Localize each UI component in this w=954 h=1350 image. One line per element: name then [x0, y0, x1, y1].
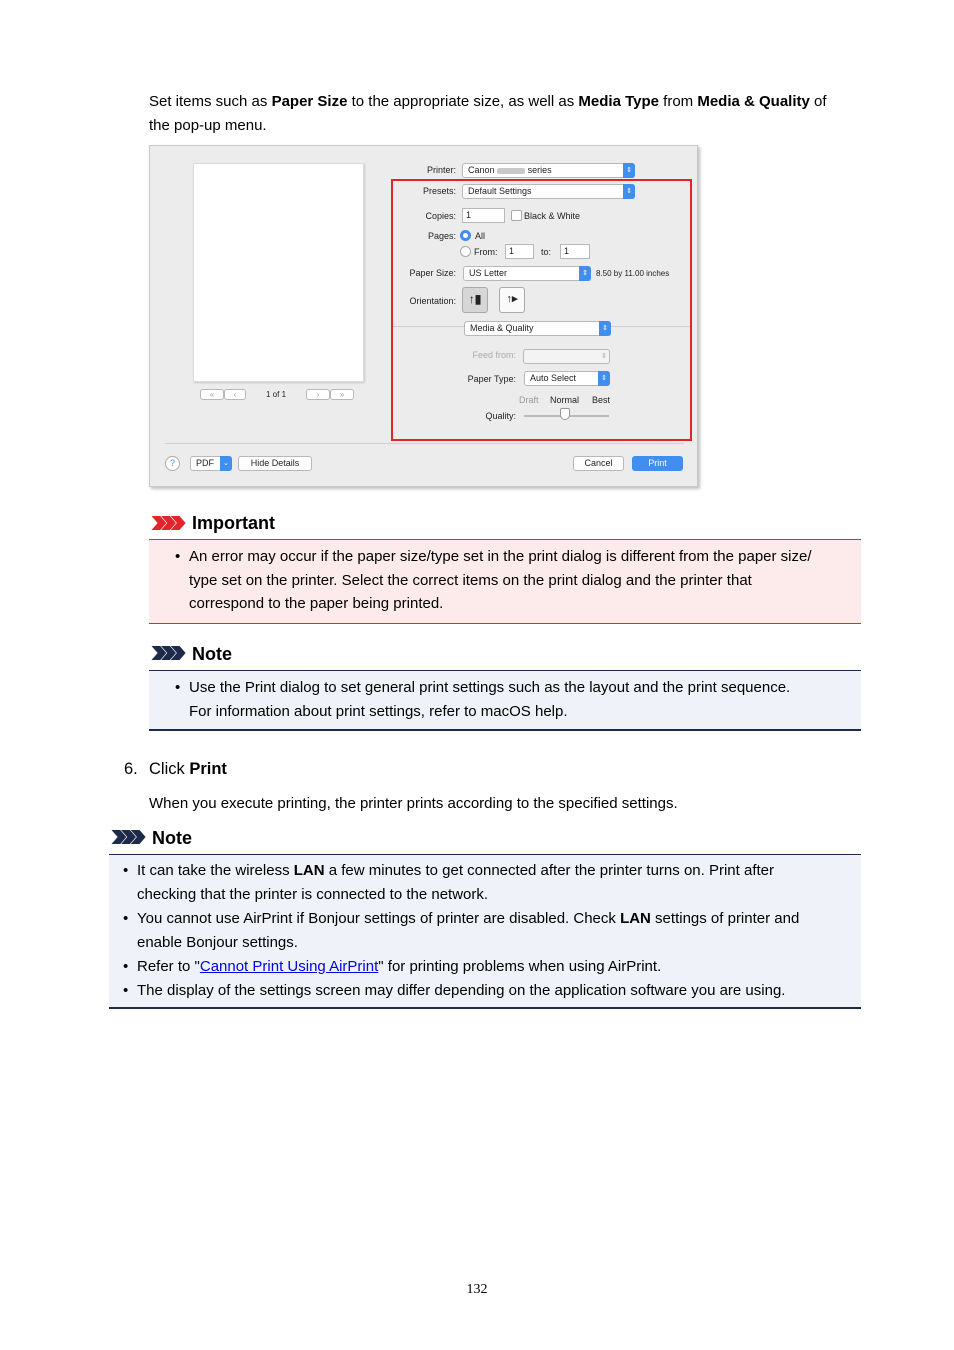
note1-heading: Note: [192, 644, 232, 664]
bullet: •: [123, 982, 129, 999]
feed-label: Feed from:: [472, 350, 516, 360]
quality-normal: Normal: [550, 395, 580, 405]
note1-box: [149, 670, 861, 731]
feed-select[interactable]: [523, 349, 610, 364]
updown-icon: ⇕: [598, 371, 610, 386]
note-chevrons-icon: [149, 646, 189, 660]
pdf-menu-button[interactable]: PDF ⌄: [190, 456, 232, 471]
step-6: [124, 757, 724, 781]
page-number: 132: [466, 1282, 488, 1297]
presets-select[interactable]: Default Settings ⇕: [462, 184, 635, 199]
pages-all-radio[interactable]: [460, 230, 471, 241]
chevron-down-icon: ⌄: [220, 456, 232, 471]
pages-to-label: to:: [541, 247, 552, 257]
important-text: An error may occur if the paper size/type set in the print dialog is different from the paper size/ type set on the printer. Select the correct items on the print dialog and the printer that correspond to the paper being printed.: [189, 548, 812, 612]
bw-label: Black & White: [524, 211, 581, 221]
bullet: •: [175, 679, 181, 696]
help-button[interactable]: ?: [165, 456, 180, 471]
print-button[interactable]: Print: [632, 456, 683, 471]
landscape-icon: ↑▸: [506, 293, 518, 305]
pages-from-label: From:: [474, 247, 498, 257]
portrait-button[interactable]: [462, 287, 488, 313]
note2-item-2: You cannot use AirPrint if Bonjour settings of printer are disabled. Check LAN settings of printer and enable Bonjour settings.: [137, 910, 800, 951]
note1-text: Use the Print dialog to set general print settings such as the layout and the print sequence. For information about print settings, refer to macOS help.: [189, 679, 791, 720]
pages-to-input[interactable]: 1: [560, 244, 590, 259]
intro-paragraph: [149, 90, 869, 137]
updown-icon: ⇕: [579, 266, 591, 281]
papertype-select[interactable]: Auto Select ⇕: [524, 371, 610, 386]
printer-select[interactable]: Canon series ⇕: [462, 163, 635, 178]
intro-line-1: Set items such as Paper Size to the appropriate size, as well as Media Type from Media & Quality of: [149, 93, 827, 110]
pages-from-input[interactable]: 1: [505, 244, 534, 259]
important-header: [149, 512, 449, 536]
section-select[interactable]: Media & Quality ⇕: [464, 321, 611, 336]
print-dialog-screenshot: [149, 145, 698, 487]
papersize-label: Paper Size:: [409, 268, 456, 278]
quality-label: Quality:: [485, 411, 516, 421]
quality-slider-thumb[interactable]: [560, 408, 570, 420]
note2-box: [109, 854, 861, 1009]
intro-line-2: the pop-up menu.: [149, 116, 267, 134]
printer-label: Printer:: [426, 165, 456, 175]
portrait-icon: ↑▮: [468, 292, 482, 306]
updown-icon: ⇕: [601, 353, 607, 360]
note2-heading: Note: [152, 828, 192, 848]
note-chevrons-icon: [109, 830, 149, 844]
bullet: •: [123, 862, 129, 879]
updown-icon: ⇕: [623, 163, 635, 178]
airprint-help-link[interactable]: Cannot Print Using AirPrint: [199, 958, 379, 975]
bottom-divider: [165, 443, 684, 444]
pages-from-radio[interactable]: [460, 246, 471, 257]
papertype-label: Paper Type:: [467, 374, 516, 384]
pages-label: Pages:: [427, 231, 456, 241]
presets-label: Presets:: [422, 186, 456, 196]
important-chevrons-icon: [149, 516, 189, 530]
quality-draft: Draft: [519, 395, 539, 405]
next-page-button[interactable]: ›: [306, 389, 330, 400]
step-title: Click Print: [149, 760, 227, 778]
orientation-label: Orientation:: [409, 296, 456, 306]
pages-all-label: All: [475, 231, 486, 241]
step-number: 6.: [124, 760, 138, 778]
note2-item-4: The display of the settings screen may differ depending on the application software you are using.: [137, 982, 786, 999]
quality-best: Best: [592, 395, 611, 405]
note1-header: [149, 643, 449, 667]
landscape-button[interactable]: [499, 287, 525, 313]
note2-item-3: Refer to "Cannot Print Using AirPrint" for printing problems when using AirPrint.: [137, 958, 662, 975]
updown-icon: ⇕: [599, 321, 611, 336]
copies-label: Copies:: [425, 211, 456, 221]
first-page-button[interactable]: «: [200, 389, 224, 400]
last-page-button[interactable]: »: [330, 389, 354, 400]
note2-header: [109, 827, 409, 851]
important-heading: Important: [192, 513, 275, 533]
step-6-description: When you execute printing, the printer prints according to the specified settings.: [149, 795, 678, 812]
bullet: •: [123, 910, 129, 927]
prev-page-button[interactable]: ‹: [224, 389, 246, 400]
bullet: •: [175, 548, 181, 565]
page-counter: 1 of 1: [266, 390, 287, 399]
preview-nav: [198, 389, 358, 401]
note2-item-1: It can take the wireless LAN a few minutes to get connected after the printer turns on. Print after checking that the printer is connected to the network.: [137, 862, 774, 903]
bw-checkbox[interactable]: [511, 210, 522, 221]
cancel-button[interactable]: Cancel: [573, 456, 624, 471]
page-preview: [193, 163, 364, 382]
updown-icon: ⇕: [623, 184, 635, 199]
papersize-dims: 8.50 by 11.00 inches: [596, 269, 670, 278]
hide-details-button[interactable]: Hide Details: [238, 456, 312, 471]
copies-input[interactable]: 1: [462, 208, 505, 223]
papersize-select[interactable]: US Letter ⇕: [463, 266, 591, 281]
important-box: [149, 539, 861, 624]
blurred-model: [497, 168, 525, 174]
bullet: •: [123, 958, 129, 975]
